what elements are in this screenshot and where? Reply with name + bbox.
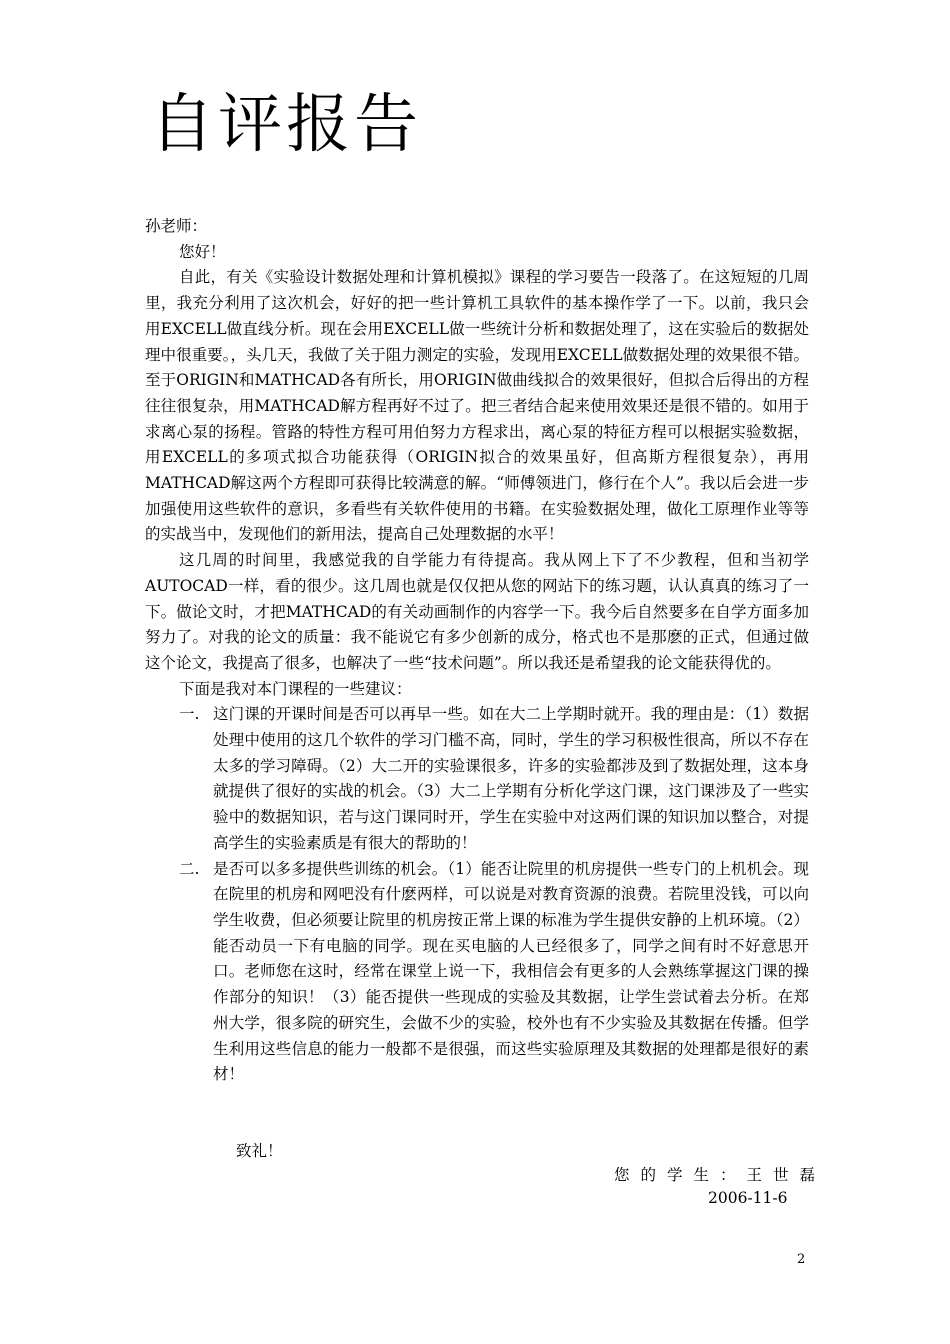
suggestion-item	[145, 857, 809, 1088]
closing: 致礼！	[236, 1142, 283, 1160]
date: 2006-11-6	[708, 1189, 788, 1207]
salutation: 孙老师：	[145, 217, 208, 235]
document-title: 自评报告	[150, 88, 422, 162]
letter-body	[145, 214, 809, 1088]
suggestion-number: 一.	[179, 705, 200, 724]
paragraph: 这几周的时间里，我感觉我的自学能力有待提高。我从网上下了不少教程，但和当初学AUTOCAD一样，看的很少。这几周也就是仅仅把从您的网站下的练习题，认认真真的练习了一下。做论文时，才把MATHCAD的有关动画制作的内容学一下。我今后自然要多在自学方面多加努力了。对我的论文的质量：我不能说它有多少创新的成分，格式也不是那麽的正式，但通过做这个论文，我提高了很多，也解决了一些“技术问题”。所以我还是希望我的论文能获得优的。	[145, 551, 809, 672]
suggestion-item	[145, 702, 809, 856]
suggestion-text: 这门课的开课时间是否可以再早一些。如在大二上学期时就开。我的理由是：（1）数据处理中使用的这几个软件的学习门槛不高，同时，学生的学习积极性很高，所以不存在太多的学习障碍。（2）大二开的实验课很多，许多的实验都涉及到了数据处理，这本身就提供了很好的实战的机会。（3）大二上学期有分析化学这门课，这门课涉及了一些实验中的数据知识，若与这门课同时开，学生在实验中对这两们课的知识加以整合，对提高学生的实验素质是有很大的帮助的！	[213, 705, 809, 852]
greeting: 您好！	[179, 242, 226, 261]
paragraph: 自此，有关《实验设计数据处理和计算机模拟》课程的学习要告一段落了。在这短短的几周里，我充分利用了这次机会，好好的把一些计算机工具软件的基本操作学了一下。以前，我只会用EXCELL做直线分析。现在会用EXCELL做一些统计分析和数据处理了，这在实验后的数据处理中很重要。，头几天，我做了关于阻力测定的实验，发现用EXCELL做数据处理的效果很不错。至于ORIGIN和MATHCAD各有所长，用ORIGIN做曲线拟合的效果很好，但拟合后得出的方程往往很复杂，用MATHCAD解方程再好不过了。把三者结合起来使用效果还是很不错的。如用于求离心泵的扬程。管路的特性方程可用伯努力方程求出，离心泵的特征方程可以根据实验数据，用EXCELL的多项式拟合功能获得（ORIGIN拟合的效果虽好，但高斯方程很复杂），再用MATHCAD解这两个方程即可获得比较满意的解。“师傅领进门，修行在个人”。我以后会进一步加强使用这些软件的意识，多看些有关软件使用的书籍。在实验数据处理，做化工原理作业等等的实战当中，发现他们的新用法，提高自己处理数据的水平！	[145, 268, 809, 544]
signature: 您的学生：王世磊	[614, 1166, 827, 1184]
suggestion-number: 二.	[179, 859, 200, 878]
suggestion-lead: 下面是我对本门课程的一些建议：	[179, 679, 412, 698]
page-number: 2	[797, 1252, 806, 1267]
suggestion-text: 是否可以多多提供些训练的机会。（1）能否让院里的机房提供一些专门的上机机会。现在院里的机房和网吧没有什麽两样，可以说是对教育资源的浪费。若院里没钱，可以向学生收费，但必须要让院里的机房按正常上课的标准为学生提供安静的上机环境。（2）能否动员一下有电脑的同学。现在买电脑的人已经很多了，同学之间有时不好意思开口。老师您在这时，经常在课堂上说一下，我相信会有更多的人会熟练掌握这门课的操作部分的知识！（3）能否提供一些现成的实验及其数据，让学生尝试着去分析。在郑州大学，很多院的研究生，会做不少的实验，校外也有不少实验及其数据在传播。但学生利用这些信息的能力一般都不是很强，而这些实验原理及其数据的处理都是很好的素材！	[213, 859, 809, 1084]
